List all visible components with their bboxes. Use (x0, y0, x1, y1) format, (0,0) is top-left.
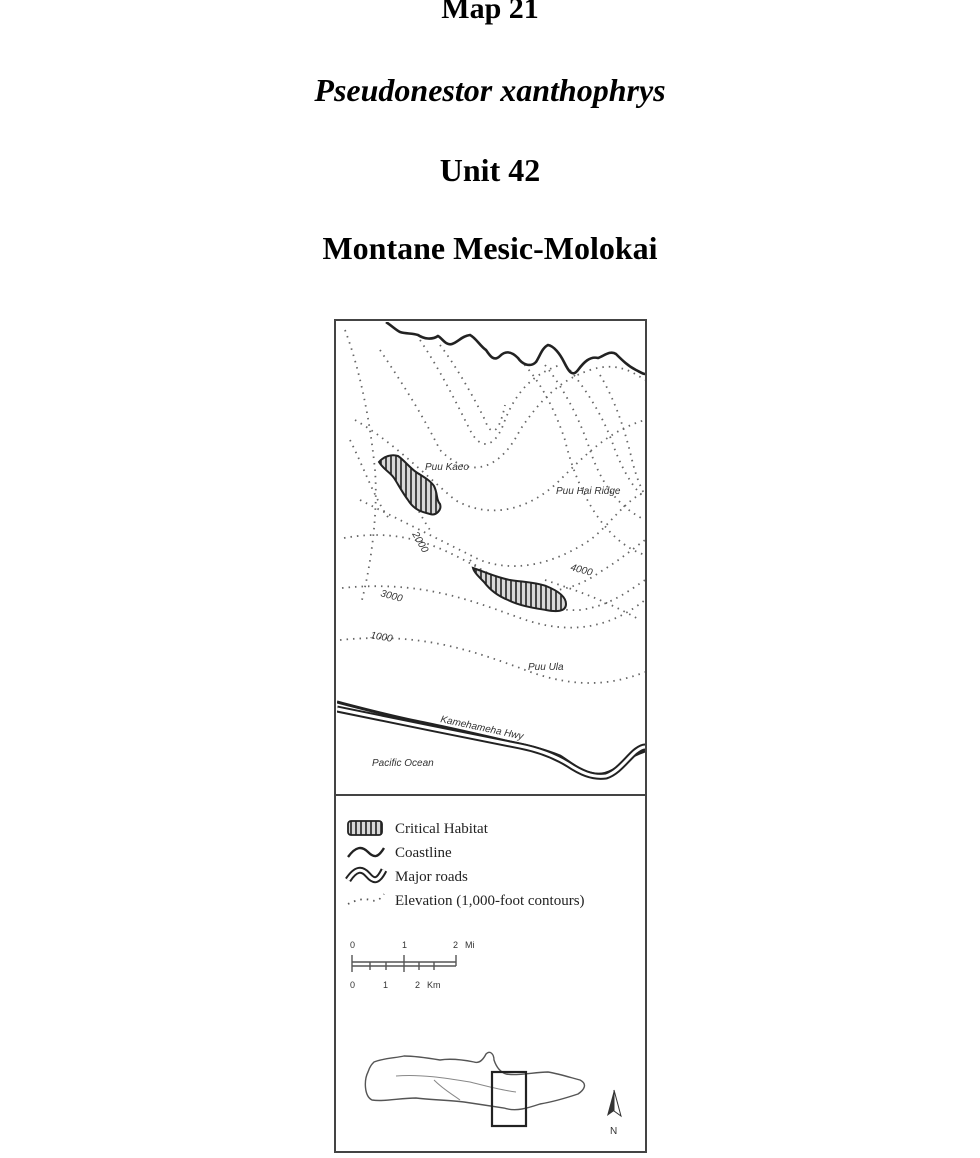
scale-mi-0: 0 (350, 940, 356, 950)
habitat-label: Montane Mesic-Molokai (322, 230, 658, 266)
contour-label-2000: 2000 (409, 530, 431, 555)
legend-major-roads: Major roads (395, 869, 468, 885)
contour-label-4000: 4000 (569, 562, 594, 579)
scale-bar (352, 955, 456, 972)
scale-km-unit: Km (427, 980, 441, 990)
elevation-contours (340, 330, 645, 683)
scale-km-1: 1 (383, 980, 389, 990)
scale-km-0: 0 (350, 980, 356, 990)
legend-elevation: Elevation (1,000-foot contours) (395, 893, 585, 909)
puu-hai-ridge-label: Puu Hai Ridge (556, 486, 621, 497)
coastline-north (386, 322, 645, 374)
legend-coastline-symbol (348, 848, 384, 857)
inset-island-outline (365, 1052, 584, 1109)
contour-label-3000: 3000 (379, 588, 404, 605)
critical-habitat-south (473, 568, 566, 611)
legend-critical-habitat: Critical Habitat (395, 821, 488, 837)
scale-mi-2: 2 (453, 940, 459, 950)
legend-coastline: Coastline (395, 845, 452, 861)
inset-unit-box (492, 1072, 526, 1126)
map-number: Map 21 (441, 0, 539, 25)
legend-elevation-symbol (348, 894, 384, 904)
scale-mi-unit: Mi (465, 940, 475, 950)
scale-km-2: 2 (415, 980, 421, 990)
north-arrow-icon (607, 1090, 621, 1116)
north-arrow-label: N (610, 1126, 618, 1137)
unit-label: Unit 42 (439, 152, 541, 188)
pacific-ocean-label: Pacific Ocean (372, 758, 434, 769)
scale-mi-1: 1 (402, 940, 408, 950)
puu-kaeo-label: Puu Kaeo (425, 462, 469, 473)
contour-label-1000: 1000 (369, 630, 394, 645)
highway-label: Kamehameha Hwy (439, 714, 525, 743)
species-name: Pseudonestor xanthophrys (314, 72, 666, 108)
legend-habitat-swatch (348, 821, 382, 835)
puu-ula-label: Puu Ula (528, 662, 564, 673)
